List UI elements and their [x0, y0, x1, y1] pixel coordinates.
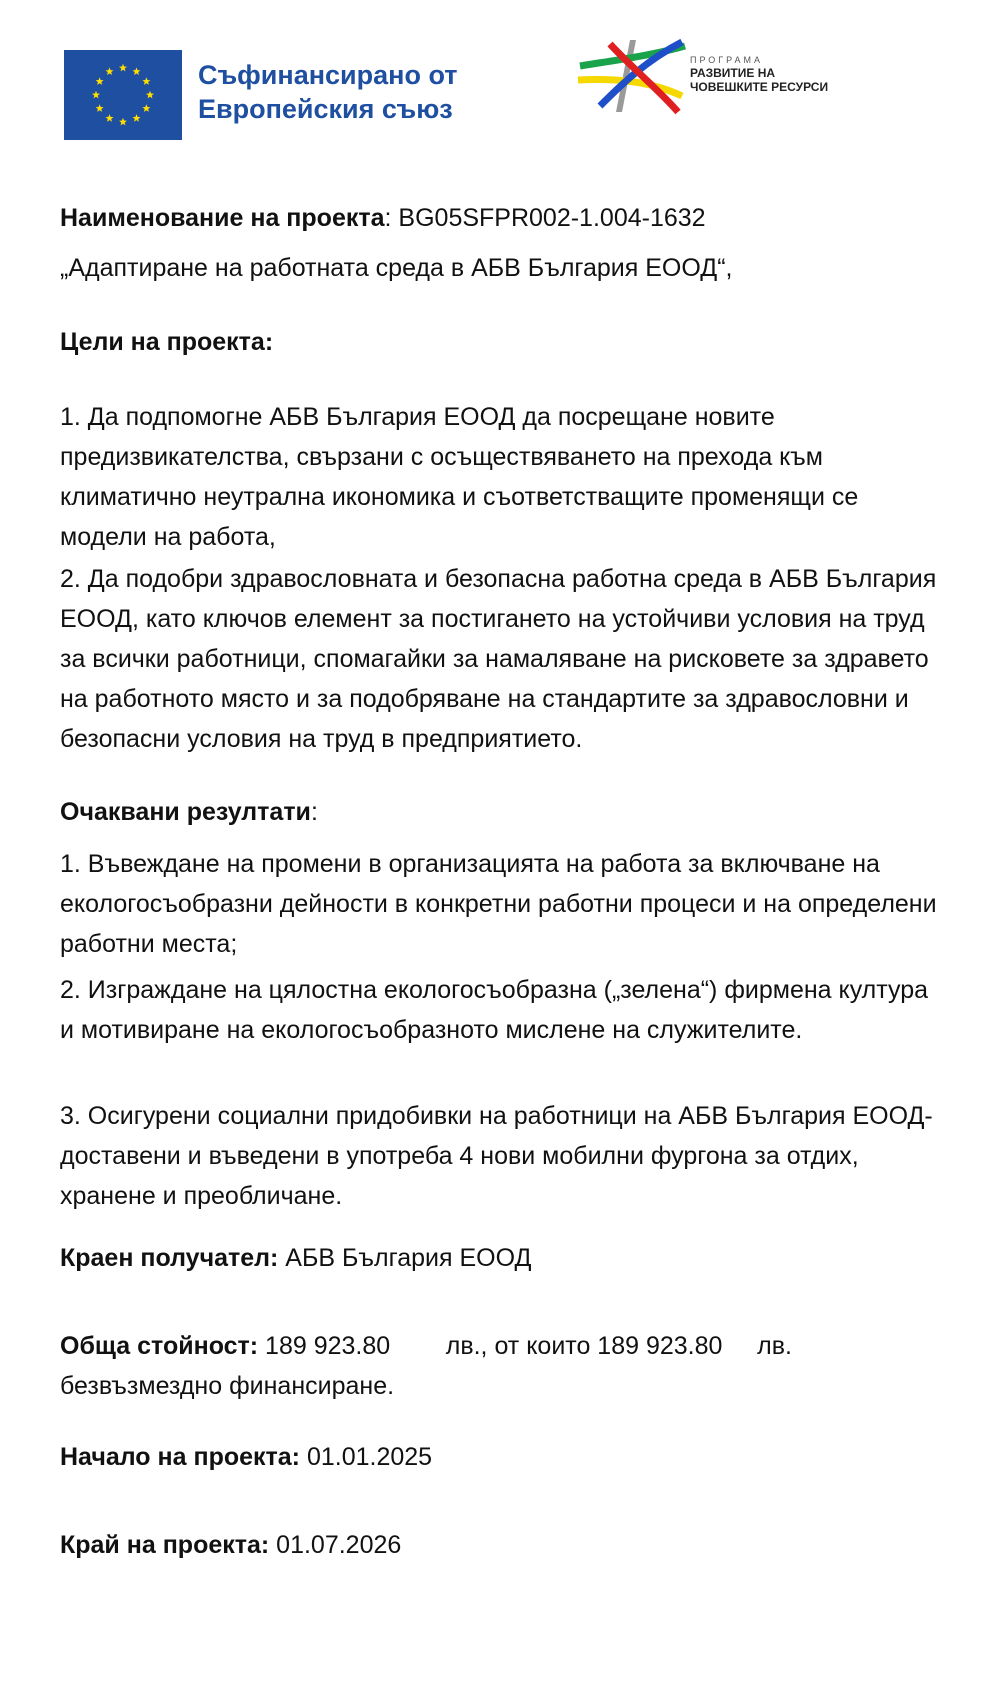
project-name-line	[60, 198, 940, 238]
goal-item-1: 1. Да подпомогне АБВ България ЕООД да посрещане новите предизвикателства, свързани с осъществяването на прехода към климатично неутрална икономика и съответстващите променящи се модели на работа,	[60, 403, 859, 551]
eu-text-line1: Съфинансирано от	[198, 60, 458, 90]
project-name-colon: :	[384, 204, 399, 232]
cost-value: 189 923.80 лв., от които 189 923.80 лв. безвъзмездно финансиране.	[60, 1332, 799, 1400]
recipient-label: Краен получател:	[60, 1244, 279, 1272]
results-colon: :	[310, 798, 318, 826]
eu-flag-icon	[64, 50, 182, 140]
recipient-value: АБВ България ЕООД	[278, 1244, 532, 1272]
end-line	[60, 1525, 940, 1565]
goals-heading: Цели на проекта:	[60, 328, 274, 356]
project-name-label: Наименование на проекта	[60, 204, 385, 232]
results-heading: Очаквани резултати	[60, 798, 311, 826]
start-value: 01.01.2025	[300, 1443, 433, 1471]
result-item-3: 3. Осигурени социални придобивки на работници на АБВ България ЕООД- доставени и въведени в употреба 4 нови мобилни фургона за отдих, хранене и преобличане.	[60, 1102, 933, 1210]
cost-label: Обща стойност:	[60, 1332, 259, 1360]
end-value: 01.07.2026	[269, 1531, 402, 1559]
recipient-line	[60, 1238, 940, 1278]
program-name	[690, 55, 890, 94]
program-small-label: ПРОГРАМА	[690, 55, 764, 65]
end-label: Край на проекта:	[60, 1531, 270, 1559]
results-heading-line	[60, 792, 940, 832]
goal-item-2: 2. Да подобри здравословната и безопасна работна среда в АБВ България ЕООД, като ключов елемент за постигането на устойчиви условия на труд за всички работници, спомагайки за намаляване на рисковете за здравето на работното място и за подобряване на стандартите за здравословни и безопасни условия на труд в предприятието.	[60, 565, 937, 753]
start-line	[60, 1437, 940, 1477]
program-logo-icon	[570, 36, 690, 116]
program-line2: ЧОВЕШКИТЕ РЕСУРСИ	[690, 80, 829, 94]
result-item-2: 2. Изграждане на цялостна екологосъобразна („зелена“) фирмена култура и мотивиране на екологосъобразното мислене на служителите.	[60, 976, 929, 1044]
start-label: Начало на проекта:	[60, 1443, 301, 1471]
result-item-1: 1. Въвеждане на промени в организацията на работа за включване на екологосъобразни дейности в конкретни работни процеси и на определени работни места;	[60, 850, 937, 958]
project-code: BG05SFPR002-1.004-1632	[398, 204, 706, 232]
header-logos	[0, 0, 1000, 160]
eu-cofunded-text	[198, 58, 488, 126]
cost-line	[60, 1326, 940, 1406]
program-line1: РАЗВИТИЕ НА	[690, 66, 776, 80]
project-title: „Адаптиране на работната среда в АБВ България ЕООД“,	[60, 254, 733, 282]
eu-text-line2: Европейския съюз	[198, 94, 453, 124]
